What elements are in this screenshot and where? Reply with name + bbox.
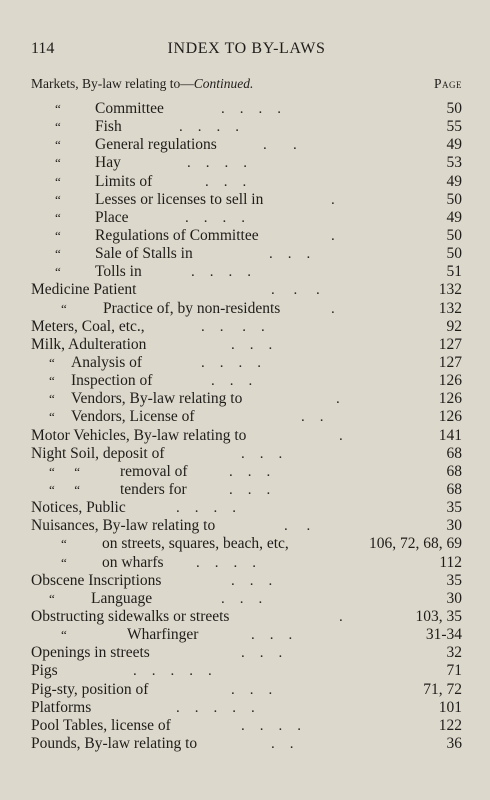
section-continued: Continued. [193,76,254,91]
leader-dots: . [339,608,343,625]
leader-dots: . . . . [201,318,265,335]
leader-dots: . . . [229,463,271,480]
entry-text: Medicine Patient [31,281,137,299]
entry-text: Pool Tables, license of [31,716,171,734]
index-entry [31,427,462,445]
index-entry [31,227,462,245]
entry-page-number: 36 [446,734,462,752]
ditto-mark: “ [55,191,61,207]
index-entry [31,572,462,590]
entry-text: Pounds, By-law relating to [31,734,198,752]
ditto-mark: “ [55,173,61,189]
leader-dots: . [336,391,340,408]
entry-text: Milk, Adulteration [31,335,147,353]
ditto-mark: “ [55,155,61,171]
leader-dots: . . . . [221,101,281,117]
ditto-mark: “ [49,354,55,370]
section-title: Markets, By-law relating to— [31,76,194,91]
leader-dots: . . . . [185,209,245,226]
entry-text: Openings in streets [31,644,150,662]
entry-page-number: 31-34 [425,626,462,644]
index-entry [31,499,462,517]
entry-text: Language [91,589,153,607]
index-entry [31,245,462,263]
ditto-mark: “ [55,227,61,243]
entry-page-number: 49 [446,208,462,226]
entry-text: Platforms [31,698,92,716]
entry-page-number: 30 [446,517,462,535]
running-header [31,40,462,60]
leader-dots: . . . [251,627,293,644]
entry-page-number: 49 [446,172,462,190]
index-entry [31,644,462,662]
index-entry [31,481,462,499]
entry-text: Lesses or licenses to sell in [95,190,264,208]
leader-dots: . . . . [241,717,301,734]
index-entry [31,699,462,717]
entry-text: Wharfinger [127,626,199,644]
leader-dots: . . . [205,173,247,190]
leader-dots: . . . . . [133,663,212,680]
index-entry [31,173,462,191]
leader-dots: . . . . [196,554,256,571]
entry-page-number: 51 [446,263,462,281]
index-entry [31,191,462,209]
entry-text: Night Soil, deposit of [31,444,165,462]
entry-page-number: 55 [446,118,462,136]
leader-dots: . [331,191,335,208]
entry-page-number: 71, 72 [423,680,462,698]
index-entry [31,535,462,553]
entry-text: Regulations of Committee [95,226,259,244]
leader-dots: . . . . [191,264,251,281]
entry-page-number: 103, 35 [415,607,462,625]
ditto-mark: “ “ [49,463,81,479]
entry-page-number: 92 [446,317,462,335]
entry-text: Motor Vehicles, By-law relating to [31,426,247,444]
entry-page-number: 35 [446,571,462,589]
index-entry [31,318,462,336]
entry-page-number: 122 [438,716,462,734]
entry-text: Vendors, By-law relating to [71,390,243,408]
leader-dots: . . . [231,681,273,698]
entry-page-number: 30 [446,589,462,607]
leader-dots: . . [301,409,324,426]
index-entry [31,608,462,626]
entry-text: on wharfs [102,553,164,571]
entry-text: Pig-sty, position of [31,680,149,698]
leader-dots: . . . [231,572,273,589]
leader-dots: . . . [229,481,271,498]
leader-dots: . . . . [201,354,261,371]
entry-page-number: 50 [446,100,462,117]
leader-dots: . . . [271,282,320,299]
entry-text: Committee [95,100,164,117]
leader-dots: . . . . [179,119,239,136]
ditto-mark: “ [61,554,67,570]
entry-text: Meters, Coal, etc., [31,317,145,335]
ditto-mark: “ [49,391,55,407]
leader-dots: . . . . . [176,699,255,716]
entry-page-number: 112 [439,553,462,571]
entry-text: Sale of Stalls in [95,245,193,263]
index-entry [31,408,462,426]
index-entry [31,118,462,136]
leader-dots: . . . [269,246,311,263]
index-entry [31,372,462,390]
index-entry [31,354,462,372]
leader-dots: . . . . [176,500,236,517]
index-entry [31,300,462,318]
ditto-mark: “ [55,246,61,262]
leader-dots: . . . [231,336,273,353]
entry-text: Nuisances, By-law relating to [31,517,216,535]
index-entries [31,100,462,753]
entry-text: Tolls in [95,263,142,281]
index-entry [31,735,462,753]
ditto-mark: “ [49,373,55,389]
entry-page-number: 101 [438,698,462,716]
index-entry [31,154,462,172]
index-entry [31,590,462,608]
index-entry [31,100,462,118]
index-entry [31,336,462,354]
entry-text: Pigs [31,662,58,680]
ditto-mark: “ [49,590,55,606]
index-entry [31,445,462,463]
entry-page-number: 32 [446,644,462,662]
entry-page-number: 68 [446,444,462,462]
entry-page-number: 50 [446,190,462,208]
entry-text: Practice of, by non-residents [103,299,281,317]
entry-page-number: 127 [438,353,462,371]
entry-text: Obstructing sidewalks or streets [31,607,230,625]
index-entry [31,390,462,408]
ditto-mark: “ [61,300,67,316]
index-entry [31,681,462,699]
entry-text: tenders for [120,480,187,498]
entry-page-number: 71 [446,662,462,680]
entry-page-number: 53 [446,154,462,172]
entry-page-number: 127 [438,335,462,353]
index-entry [31,281,462,299]
ditto-mark: “ [55,101,61,116]
leader-dots: . . [263,137,297,154]
ditto-mark: “ [49,409,55,425]
entry-page-number: 126 [438,408,462,426]
index-entry [31,626,462,644]
page-column-label: Page [433,76,462,91]
entry-text: General regulations [95,136,217,154]
entry-page-number: 68 [446,462,462,480]
leader-dots: . [331,300,335,317]
ditto-mark: “ [61,627,67,643]
index-entry [31,554,462,572]
entry-text: Vendors, License of [71,408,195,426]
section-heading [31,76,462,94]
section-title-line [31,76,253,92]
entry-page-number: 126 [438,372,462,390]
ditto-mark: “ [61,536,67,552]
ditto-mark: “ [55,119,61,135]
entry-text: Hay [95,154,121,172]
leader-dots: . . [284,518,311,535]
ditto-mark: “ [55,264,61,280]
entry-text: Inspection of [71,372,153,390]
entry-text: removal of [120,462,188,480]
page-title: INDEX TO BY-LAWS [167,40,326,57]
entry-page-number: 132 [438,281,462,299]
entry-text: Notices, Public [31,499,126,517]
entry-text: Place [95,208,129,226]
leader-dots: . [331,227,335,244]
leader-dots: . . . [221,590,263,607]
entry-text: Fish [95,118,122,136]
entry-page-number: 132 [438,299,462,317]
leader-dots: . . . [211,373,253,390]
index-entry [31,463,462,481]
ditto-mark: “ [55,137,61,153]
page-number: 114 [31,40,55,57]
entry-page-number: 68 [446,480,462,498]
entry-page-number: 126 [438,390,462,408]
index-entry [31,136,462,154]
leader-dots: . . [271,735,294,752]
entry-page-number: 35 [446,499,462,517]
index-entry [31,209,462,227]
leader-dots: . [339,427,343,444]
leader-dots: . . . [241,445,283,462]
index-entry [31,263,462,281]
ditto-mark: “ [55,209,61,225]
entry-text: Obscene Inscriptions [31,571,162,589]
leader-dots: . . . [241,645,283,662]
index-entry [31,517,462,535]
ditto-mark: “ “ [49,481,81,497]
entry-page-number: 106, 72, 68, 69 [369,535,462,553]
entry-page-number: 50 [446,245,462,263]
entry-text: Analysis of [71,353,143,371]
entry-page-number: 50 [446,226,462,244]
entry-page-number: 49 [446,136,462,154]
entry-text: Limits of [95,172,153,190]
entry-page-number: 141 [438,426,462,444]
entry-text: on streets, squares, beach, etc, [102,535,289,553]
index-entry [31,717,462,735]
index-entry [31,662,462,680]
leader-dots: . . . . [187,155,247,172]
